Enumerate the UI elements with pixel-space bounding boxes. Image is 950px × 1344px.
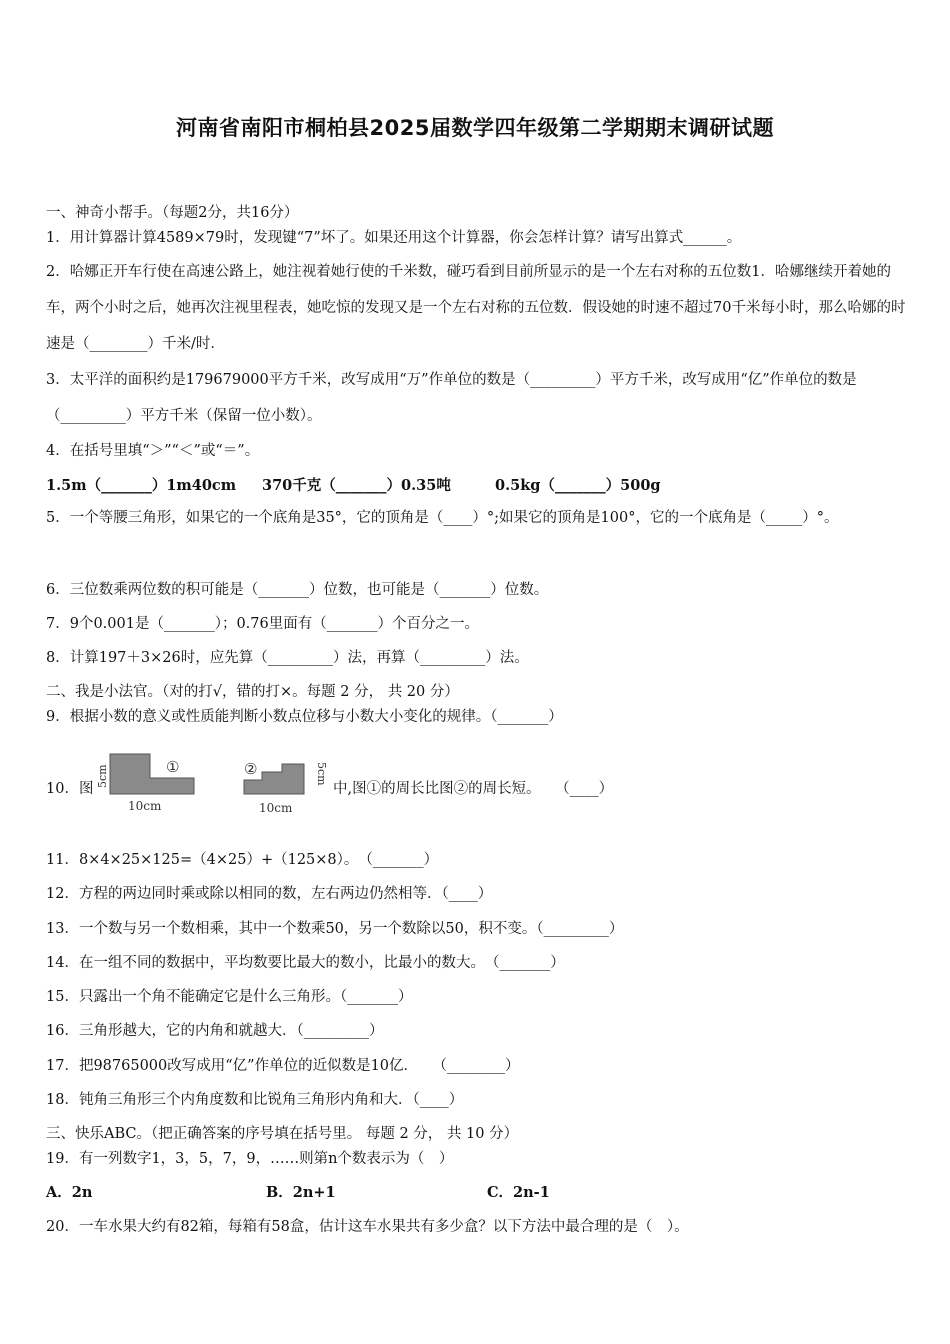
section-2-heading: 二、我是小法官。（对的打√，错的打×。每题 2 分， 共 20 分）	[46, 684, 459, 700]
question-4-item-c: 0.5kg（_______）500g	[495, 477, 661, 494]
question-19-option-c: C．2n-1	[487, 1184, 550, 1201]
figure-1-shape	[110, 754, 194, 794]
question-19-option-b: B．2n+1	[266, 1184, 336, 1201]
question-7: 7．9个0.001是（_______）；0.76里面有（_______）个百分之一。	[46, 616, 479, 632]
question-2: 2．哈娜正开车行使在高速公路上，她注视着她行使的千米数，碰巧看到目前所显示的是一个左右对称的五位数1．哈娜继续开着她的车，两个小时之后，她再次注视里程表，她吃惊的发现又是一个左右对称的五位数．假设她的时速不超过70千米每小时，那么哈娜的时速是（________）千米/时．	[46, 264, 906, 352]
figure-1-label: ①	[166, 758, 180, 776]
figure-1-width-label: 10cm	[128, 799, 162, 813]
question-10-figure	[96, 748, 336, 816]
figure-1-height-label: 5cm	[96, 764, 109, 788]
question-4: 4．在括号里填“＞”“＜”或“＝”。	[46, 443, 260, 459]
section-3-heading: 三、快乐ABC。（把正确答案的序号填在括号里。 每题 2 分， 共 10 分）	[46, 1126, 519, 1142]
question-15: 15．只露出一个角不能确定它是什么三角形。（_______）	[46, 989, 413, 1005]
question-10-text: 中,图①的周长比图②的周长短。 （____）	[333, 781, 614, 797]
question-18: 18．钝角三角形三个内角度数和比锐角三角形内角和大．（____）	[46, 1092, 464, 1108]
question-4-item-a: 1.5m（_______）1m40cm	[46, 477, 237, 494]
question-14: 14．在一组不同的数据中，平均数要比最大的数小，比最小的数大。 （_______）	[46, 955, 565, 971]
figure-2-height-label: 5cm	[315, 762, 328, 786]
question-13: 13．一个数与另一个数相乘，其中一个数乘50，另一个数除以50，积不变。（_________）	[46, 921, 624, 937]
question-12: 12．方程的两边同时乘或除以相同的数，左右两边仍然相等．（____）	[46, 886, 493, 902]
perimeter-figure	[96, 748, 336, 816]
question-4-item-b: 370千克（_______）0.35吨	[262, 477, 451, 494]
figure-2-width-label: 10cm	[259, 801, 293, 815]
question-16: 16．三角形越大，它的内角和就越大．（_________）	[46, 1023, 384, 1039]
question-3: 3．太平洋的面积约是179679000平方千米，改写成用“万”作单位的数是（_________）平方千米，改写成用“亿”作单位的数是（_________）平方千米（保留一位小数）。	[46, 372, 857, 424]
question-10-prefix: 10．图	[46, 781, 94, 797]
question-19-options	[46, 1183, 550, 1203]
question-11: 11．8×4×25×125=（4×25）+（125×8）。 （_______）	[46, 852, 439, 868]
question-5: 5．一个等腰三角形，如果它的一个底角是35°，它的顶角是（____）°;如果它的顶角是100°，它的一个底角是（_____）°。	[46, 510, 839, 526]
question-1: 1．用计算器计算4589×79时，发现键“7”坏了。如果还用这个计算器，你会怎样计算？请写出算式______。	[46, 230, 742, 246]
question-9: 9．根据小数的意义或性质能判断小数点位移与小数大小变化的规律。（_______）	[46, 709, 563, 725]
question-19-option-a: A．2n	[46, 1184, 93, 1201]
section-1-heading: 一、神奇小帮手。（每题2分，共16分）	[46, 205, 299, 221]
question-4-items	[46, 476, 661, 496]
question-20: 20．一车水果大约有82箱，每箱有58盒，估计这车水果共有多少盒？以下方法中最合理的是（ ）。	[46, 1219, 689, 1235]
question-19: 19．有一列数字1，3，5，7，9，……则第n个数表示为（ ）	[46, 1151, 454, 1167]
question-8: 8．计算197＋3×26时，应先算（_________）法，再算（_________）法。	[46, 650, 529, 666]
page-title: 河南省南阳市桐柏县2025届数学四年级第二学期期末调研试题	[176, 116, 774, 140]
question-17: 17．把98765000改写成用“亿”作单位的近似数是10亿． （________）	[46, 1058, 520, 1074]
question-6: 6．三位数乘两位数的积可能是（_______）位数，也可能是（_______）位数。	[46, 582, 549, 598]
figure-2-label: ②	[244, 760, 258, 778]
